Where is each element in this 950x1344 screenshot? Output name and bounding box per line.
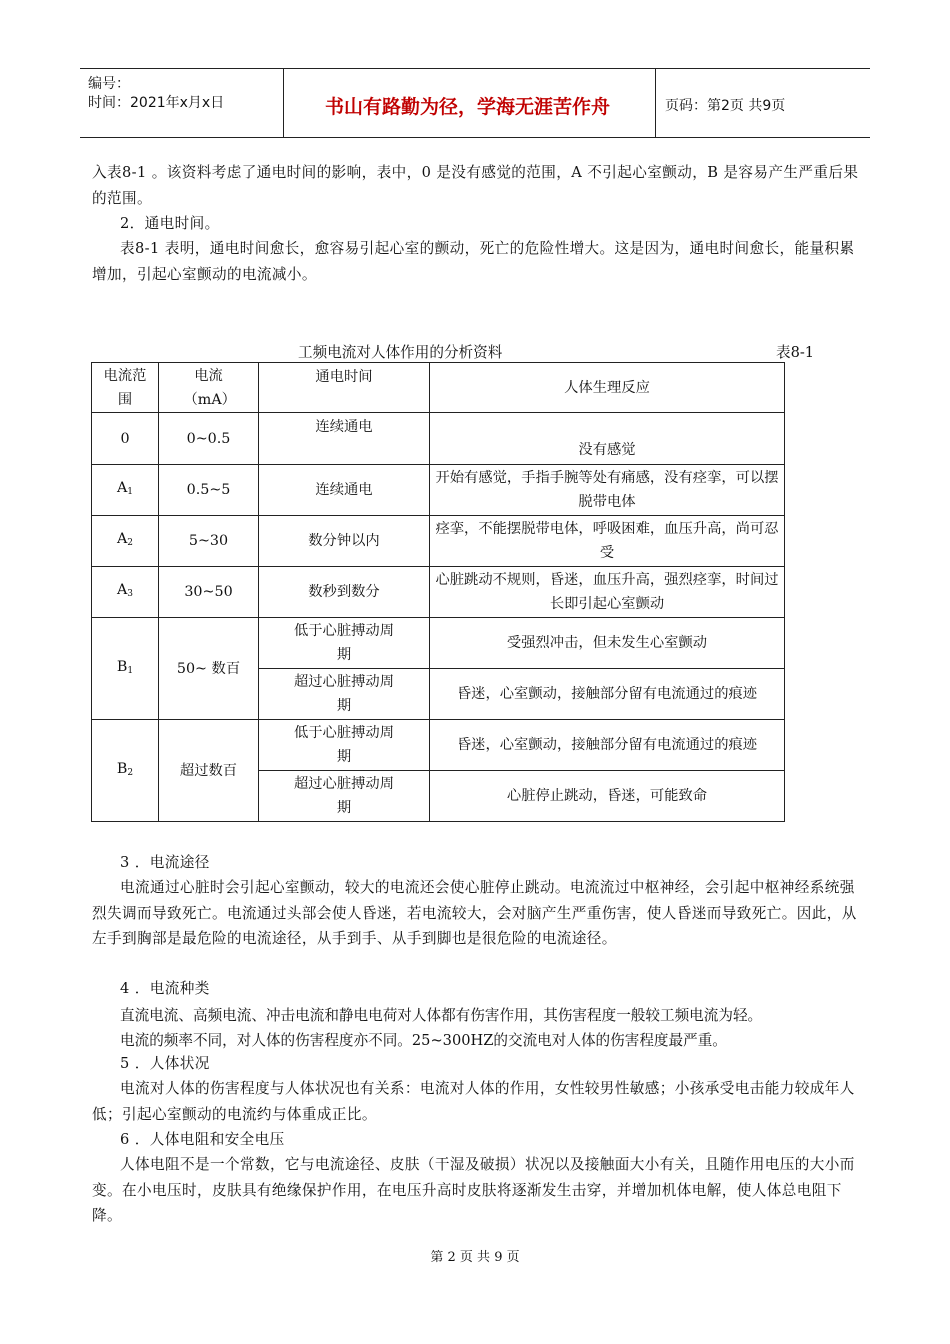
- header-range: 电流范围: [92, 363, 159, 413]
- table-header-row: [92, 363, 785, 413]
- header-reaction: 人体生理反应: [430, 363, 785, 413]
- paragraph-body-condition: 电流对人体的伤害程度与人体状况也有关系：电流对人体的作用，女性较男性敏感；小孩承受电击能力较成年人低；引起心室颤动的电流约与体重成正比。: [92, 1080, 855, 1123]
- page-footer: 第 2 页 共 9 页: [430, 1250, 520, 1265]
- cell-time: 低于心脏搏动周期: [259, 720, 430, 771]
- heading-current-type: 4 ．电流种类: [120, 980, 210, 997]
- cell-range: 0: [92, 413, 159, 465]
- header-motto: 书山有路勤为径，学海无涯苦作舟: [324, 96, 610, 118]
- heading-current-path: 3 ．电流途径: [120, 854, 210, 871]
- cell-reaction: 心脏停止跳动，昏迷，可能致命: [430, 771, 785, 822]
- cell-time: 数分钟以内: [259, 516, 430, 567]
- current-effect-table: [91, 362, 785, 822]
- cell-range: $A_1$: [92, 465, 159, 516]
- paragraph-current-path: 电流通过心脏时会引起心室颤动，较大的电流还会使心脏停止跳动。电流流过中枢神经，会引起中枢神经系统强烈失调而导致死亡。电流通过头部会使人昏迷，若电流较大，会对脑产生严重伤害，使人昏迷而导致死亡。因此，从左手到胸部是最危险的电流途径，从手到手、从手到脚也是很危险的电流途径。: [92, 879, 857, 947]
- cell-current: 30~50: [159, 567, 259, 618]
- cell-current: 5~30: [159, 516, 259, 567]
- heading-duration: 2．通电时间。: [120, 215, 220, 232]
- paragraph-body-resistance: 人体电阻不是一个常数，它与电流途径、皮肤（干湿及破损）状况以及接触面大小有关，且随作用电压的大小而变。在小电压时，皮肤具有绝缘保护作用，在电压升高时皮肤将逐渐发生击穿，并增加机体电解，使人体总电阻下降。: [92, 1156, 855, 1224]
- header-date: 时间：2021年x月x日: [88, 95, 225, 111]
- cell-current: 50~ 数百: [159, 618, 259, 720]
- heading-body-resistance: 6 ．人体电阻和安全电压: [120, 1131, 285, 1148]
- header-time: 通电时间: [259, 363, 430, 413]
- cell-time: 连续通电: [259, 413, 430, 465]
- cell-range: $A_2$: [92, 516, 159, 567]
- cell-reaction: 没有感觉: [430, 413, 785, 465]
- cell-reaction: 心脏跳动不规则，昏迷，血压升高，强烈痉挛，时间过长即引起心室颤动: [430, 567, 785, 618]
- table-row: [92, 618, 785, 669]
- cell-time: 数秒到数分: [259, 567, 430, 618]
- table-row: [92, 413, 785, 465]
- cell-time: 超过心脏搏动周期: [259, 669, 430, 720]
- table-number: 表8-1: [776, 344, 815, 361]
- cell-reaction: 受强烈冲击，但未发生心室颤动: [430, 618, 785, 669]
- cell-reaction: 昏迷，心室颤动，接触部分留有电流通过的痕迹: [430, 669, 785, 720]
- cell-time: 连续通电: [259, 465, 430, 516]
- cell-current: 超过数百: [159, 720, 259, 822]
- cell-range: $A_3$: [92, 567, 159, 618]
- cell-time: 超过心脏搏动周期: [259, 771, 430, 822]
- header-number: 编号：: [88, 76, 130, 92]
- table-row: [92, 516, 785, 567]
- header-current: 电流（mA）: [159, 363, 259, 413]
- header-divider: [655, 69, 656, 137]
- cell-reaction: 昏迷，心室颤动，接触部分留有电流通过的痕迹: [430, 720, 785, 771]
- table-caption: 工频电流对人体作用的分析资料: [298, 344, 503, 361]
- paragraph-duration: 表8-1 表明，通电时间愈长，愈容易引起心室的颤动，死亡的危险性增大。这是因为，通电时间愈长，能量积累增加，引起心室颤动的电流减小。: [92, 240, 855, 283]
- page-header: [80, 68, 870, 138]
- paragraph-current-type-b: 电流的频率不同，对人体的伤害程度亦不同。25~300HZ的交流电对人体的伤害程度最严重。: [120, 1032, 727, 1049]
- table-row: [92, 567, 785, 618]
- header-meta: [88, 75, 224, 113]
- paragraph-current-type-a: 直流电流、高频电流、冲击电流和静电电荷对人体都有伤害作用，其伤害程度一般较工频电流为轻。: [120, 1007, 763, 1024]
- paragraph-intro: 入表8-1 。该资料考虑了通电时间的影响，表中，0 是没有感觉的范围，A 不引起心室颤动，B 是容易产生严重后果的范围。: [92, 164, 859, 207]
- cell-current: 0~0.5: [159, 413, 259, 465]
- cell-reaction: 开始有感觉，手指手腕等处有痛感，没有痉挛，可以摆脱带电体: [430, 465, 785, 516]
- header-page-number: 页码：第2页 共9页: [665, 98, 786, 114]
- table-row: [92, 465, 785, 516]
- cell-range: $B_1$: [92, 618, 159, 720]
- header-divider: [283, 69, 284, 137]
- cell-range: $B_2$: [92, 720, 159, 822]
- cell-reaction: 痉挛，不能摆脱带电体，呼吸困难，血压升高，尚可忍受: [430, 516, 785, 567]
- heading-body-condition: 5 ．人体状况: [120, 1055, 210, 1072]
- table-row: [92, 720, 785, 771]
- cell-current: 0.5~5: [159, 465, 259, 516]
- cell-time: 低于心脏搏动周期: [259, 618, 430, 669]
